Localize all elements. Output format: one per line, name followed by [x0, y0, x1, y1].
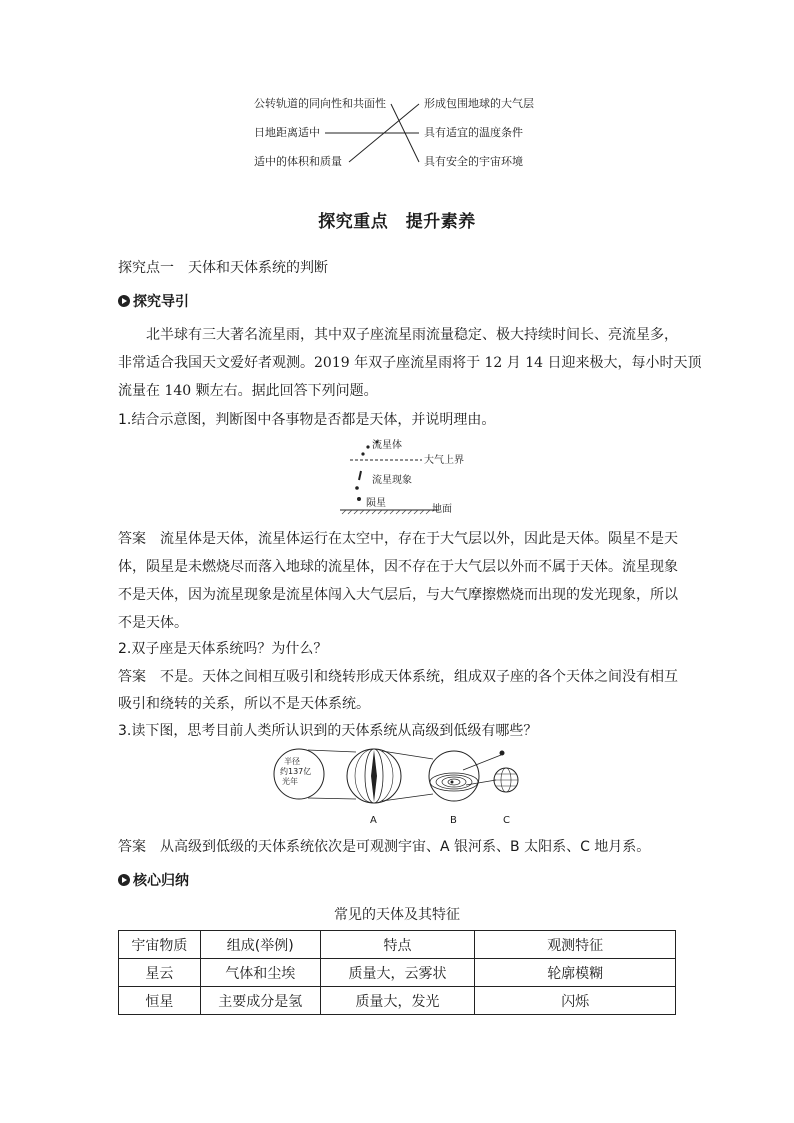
- intro-line-1: 北半球有三大著名流星雨，其中双子座流星雨流量稳定、极大持续时间长、亮流星多，: [146, 327, 678, 343]
- table-cell: 质量大，云雾状: [320, 959, 475, 987]
- label-a: A: [370, 815, 377, 826]
- answer-1-line-1: 流星体是天体，流星体运行在太空中，存在于大气层以外，因此是天体。陨星不是天: [160, 531, 678, 547]
- match-right-3: 具有安全的宇宙环境: [424, 155, 523, 168]
- radius-label-3: 光年: [282, 777, 298, 786]
- table-cell: 星云: [119, 959, 201, 987]
- question-1: 1.结合示意图，判断图中各事物是否都是天体，并说明理由。: [118, 412, 496, 428]
- answer-1-line-4: 不是天体。: [118, 615, 188, 631]
- meteor-label: 流星现象: [372, 475, 412, 486]
- match-right-1: 形成包围地球的大气层: [424, 97, 534, 110]
- label-c: C: [503, 815, 510, 826]
- answer-label: 答案: [118, 531, 146, 547]
- table-header: 特点: [320, 931, 475, 959]
- system-diagram: [270, 744, 530, 820]
- radius-label-2: 约137亿: [280, 767, 312, 776]
- table-header: 宇宙物质: [119, 931, 201, 959]
- point-title: 探究点一 天体和天体系统的判断: [118, 260, 328, 276]
- table-cell: 质量大，发光: [320, 987, 475, 1015]
- table-cell: 闪烁: [475, 987, 676, 1015]
- table-cell: 主要成分是氢: [200, 987, 320, 1015]
- intro-line-3: 流量在 140 颗左右。据此回答下列问题。: [118, 383, 378, 399]
- table-header: 组成(举例): [200, 931, 320, 959]
- answer-3: [118, 833, 650, 861]
- table-cell: 恒星: [119, 987, 201, 1015]
- radius-label-1: 半径: [284, 757, 300, 766]
- table-caption: 常见的天体及其特征: [334, 907, 460, 923]
- answer-1-line-3: 不是天体，因为流星现象是流星体闯入大气层后，与大气摩擦燃烧而出现的发光现象，所以: [118, 587, 678, 603]
- label-b: B: [450, 815, 457, 826]
- question-2: 2.双子座是天体系统吗？为什么？: [118, 641, 328, 657]
- atmosphere-top-label: 大气上界: [424, 455, 464, 466]
- answer-3-text: 从高级到低级的天体系统依次是可观测宇宙、A 银河系、B 太阳系、C 地月系。: [160, 839, 651, 855]
- table-header-row: [119, 931, 676, 959]
- meteorite-label: 陨星: [366, 498, 386, 509]
- play-bullet-icon: [118, 874, 130, 886]
- summary-heading: [118, 867, 189, 895]
- match-right-2: 具有适宜的温度条件: [424, 126, 523, 139]
- play-bullet-icon: [118, 295, 130, 307]
- table-cell: 气体和尘埃: [200, 959, 320, 987]
- table-row: [119, 959, 676, 987]
- answer-2-line-2: 吸引和绕转的关系，所以不是天体系统。: [118, 696, 370, 712]
- guide-title: 探究导引: [133, 294, 189, 310]
- guide-heading: [118, 288, 189, 316]
- match-left-3: 适中的体积和质量: [254, 155, 342, 168]
- table-cell: 轮廓模糊: [475, 959, 676, 987]
- section-title: 探究重点 提升素养: [318, 212, 476, 232]
- ground-label: 地面: [432, 504, 452, 515]
- answer-1-line-2: 体，陨星是未燃烧尽而落入地球的流星体，因不存在于大气层以外而不属于天体。流星现象: [118, 559, 678, 575]
- intro-line-2: 非常适合我国天文爱好者观测。2019 年双子座流星雨将于 12 月 14 日迎来极大，每小时天顶: [118, 355, 702, 371]
- table-row: [119, 987, 676, 1015]
- match-left-2: 日地距离适中: [254, 126, 320, 139]
- match-lines: [0, 0, 794, 200]
- answer-label: 答案: [118, 669, 146, 685]
- question-3: 3.读下图，思考目前人类所认识到的天体系统从高级到低级有哪些？: [118, 723, 538, 739]
- meteoroid-label: 流星体: [372, 440, 402, 451]
- match-left-1: 公转轨道的同向性和共面性: [254, 97, 386, 110]
- summary-title: 核心归纳: [133, 873, 189, 889]
- answer-2-line-1: 不是。天体之间相互吸引和绕转形成天体系统，组成双子座的各个天体之间没有相互: [160, 669, 678, 685]
- table-header: 观测特征: [475, 931, 676, 959]
- answer-label: 答案: [118, 839, 146, 855]
- celestial-table: [118, 930, 676, 1015]
